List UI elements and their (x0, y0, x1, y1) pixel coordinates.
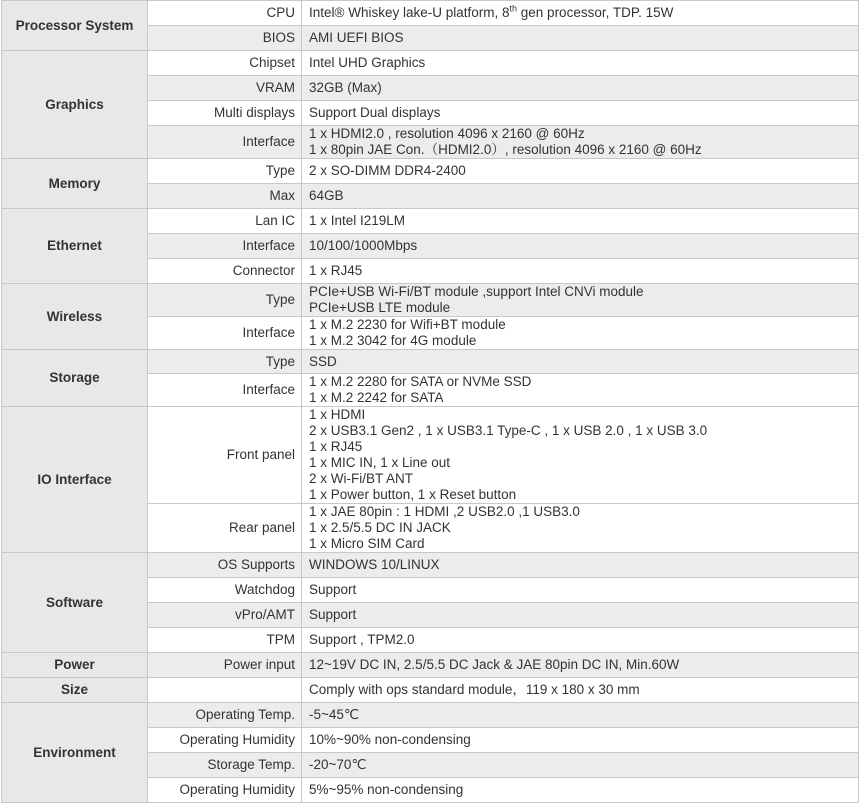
row-label: VRAM (148, 76, 302, 101)
table-row (2, 159, 859, 184)
row-label: Operating Temp. (148, 703, 302, 728)
value-line: 2 x USB3.1 Gen2 , 1 x USB3.1 Type-C , 1 x USB 2.0 , 1 x USB 3.0 (309, 423, 708, 438)
category-wireless: Wireless (2, 284, 148, 350)
table-row (2, 51, 859, 76)
category-processor-system: Processor System (2, 1, 148, 51)
value-line: 1 x JAE 80pin : 1 HDMI ,2 USB2.0 ,1 USB3.0 (309, 504, 580, 519)
row-value: -5~45℃ (302, 703, 859, 728)
category-power: Power (2, 653, 148, 678)
table-row (2, 703, 859, 728)
value-line: 1 x Micro SIM Card (309, 536, 425, 551)
row-value (302, 374, 859, 407)
row-label: Type (148, 350, 302, 374)
category-ethernet: Ethernet (2, 209, 148, 284)
row-value (302, 407, 859, 504)
table-row (2, 653, 859, 678)
row-label: Interface (148, 234, 302, 259)
row-value: Support Dual displays (302, 101, 859, 126)
row-label: Lan IC (148, 209, 302, 234)
value-line: PCIe+USB Wi-Fi/BT module ,support Intel CNVi module (309, 284, 644, 299)
row-value: Intel UHD Graphics (302, 51, 859, 76)
row-label: vPro/AMT (148, 603, 302, 628)
row-value: 10/100/1000Mbps (302, 234, 859, 259)
cpu-value-part1: Intel® Whiskey lake-U platform, 8 (309, 5, 510, 20)
row-label: TPM (148, 628, 302, 653)
row-label: Watchdog (148, 578, 302, 603)
row-value: AMI UEFI BIOS (302, 26, 859, 51)
row-label: OS Supports (148, 553, 302, 578)
value-line: 2 x Wi-Fi/BT ANT (309, 471, 414, 486)
row-value (302, 317, 859, 350)
cpu-value-part2: gen processor, TDP. 15W (517, 5, 674, 20)
value-line: 1 x HDMI (309, 407, 366, 422)
row-value: -20~70℃ (302, 753, 859, 778)
row-label (148, 678, 302, 703)
row-value: SSD (302, 350, 859, 374)
row-value: Comply with ops standard module，119 x 180 x 30 mm (302, 678, 859, 703)
row-label: Max (148, 184, 302, 209)
row-label: Connector (148, 259, 302, 284)
row-label: Operating Humidity (148, 778, 302, 803)
value-line: 1 x M.2 2242 for SATA (309, 390, 444, 405)
row-label: Storage Temp. (148, 753, 302, 778)
table-row (2, 678, 859, 703)
category-software: Software (2, 553, 148, 653)
row-value: WINDOWS 10/LINUX (302, 553, 859, 578)
row-value: 64GB (302, 184, 859, 209)
table-row (2, 350, 859, 374)
table-row (2, 407, 859, 504)
row-value (302, 284, 859, 317)
table-row (2, 209, 859, 234)
row-value: 5%~95% non-condensing (302, 778, 859, 803)
row-value: Support (302, 603, 859, 628)
category-memory: Memory (2, 159, 148, 209)
row-value: 32GB (Max) (302, 76, 859, 101)
row-label: Chipset (148, 51, 302, 76)
value-line: 1 x 80pin JAE Con.（HDMI2.0）, resolution 4096 x 2160 @ 60Hz (309, 142, 702, 157)
row-label: Interface (148, 374, 302, 407)
row-value (302, 126, 859, 159)
row-value: 12~19V DC IN, 2.5/5.5 DC Jack & JAE 80pin DC IN, Min.60W (302, 653, 859, 678)
row-label: BIOS (148, 26, 302, 51)
row-label: Type (148, 284, 302, 317)
value-line: 1 x HDMI2.0 , resolution 4096 x 2160 @ 60Hz (309, 126, 585, 141)
value-line: 1 x Power button, 1 x Reset button (309, 487, 517, 502)
row-label: Power input (148, 653, 302, 678)
row-value: Support (302, 578, 859, 603)
row-label: Rear panel (148, 504, 302, 553)
row-value: 1 x Intel I219LM (302, 209, 859, 234)
table-row (2, 553, 859, 578)
row-value (302, 504, 859, 553)
value-line: 1 x RJ45 (309, 439, 363, 454)
value-line: PCIe+USB LTE module (309, 300, 451, 315)
row-label: Interface (148, 126, 302, 159)
row-label: Type (148, 159, 302, 184)
row-value: Support , TPM2.0 (302, 628, 859, 653)
value-line: 1 x M.2 2230 for Wifi+BT module (309, 317, 506, 332)
category-storage: Storage (2, 350, 148, 407)
row-value: 10%~90% non-condensing (302, 728, 859, 753)
row-value: 1 x RJ45 (302, 259, 859, 284)
table-row (2, 1, 859, 26)
row-value: 2 x SO-DIMM DDR4-2400 (302, 159, 859, 184)
row-label: Multi displays (148, 101, 302, 126)
category-io-interface: IO Interface (2, 407, 148, 553)
table-row (2, 284, 859, 317)
row-label: Interface (148, 317, 302, 350)
row-value (302, 1, 859, 26)
category-environment: Environment (2, 703, 148, 803)
row-label: Front panel (148, 407, 302, 504)
cpu-value-superscript: th (509, 3, 518, 14)
category-graphics: Graphics (2, 51, 148, 159)
value-line: 1 x M.2 2280 for SATA or NVMe SSD (309, 374, 532, 389)
spec-table (1, 0, 859, 803)
value-line: 1 x M.2 3042 for 4G module (309, 333, 477, 348)
row-label: Operating Humidity (148, 728, 302, 753)
category-size: Size (2, 678, 148, 703)
row-label: CPU (148, 1, 302, 26)
value-line: 1 x 2.5/5.5 DC IN JACK (309, 520, 451, 535)
value-line: 1 x MIC IN, 1 x Line out (309, 455, 451, 470)
